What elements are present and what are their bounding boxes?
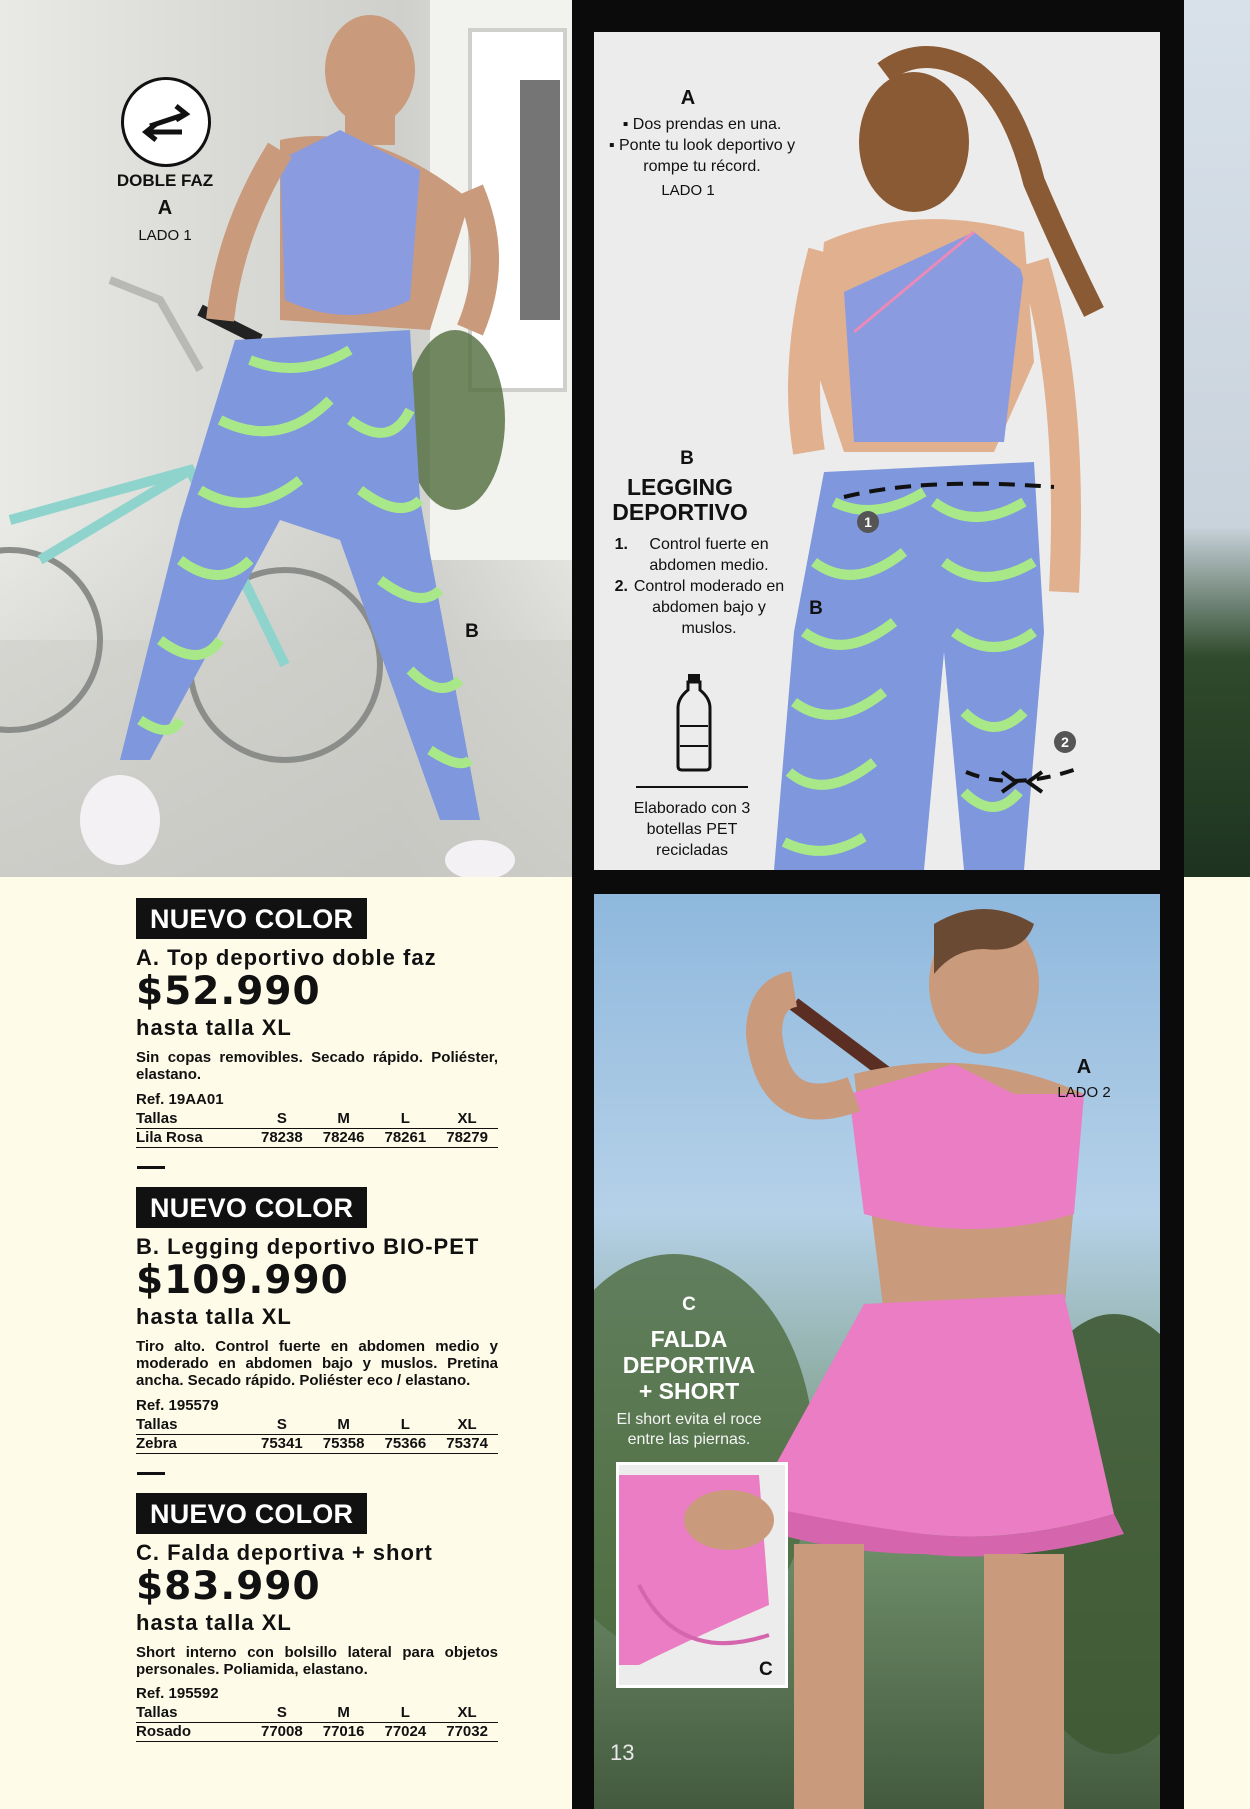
- code-s: 78238: [251, 1129, 313, 1148]
- product-b-badge: NUEVO COLOR: [136, 1187, 367, 1228]
- back-bullet-2: ▪ Ponte tu look deportivo y rompe tu récord.: [608, 137, 796, 175]
- color-name: Lila Rosa: [136, 1129, 251, 1148]
- legging-title-line1: LEGGING: [626, 474, 734, 500]
- bottle-glyph: [674, 672, 714, 772]
- code-s: 75341: [251, 1435, 313, 1454]
- legging-feature-1: [606, 534, 786, 576]
- bottle-icon: [674, 672, 714, 772]
- back-bullet-2-text: Ponte tu look deportivo y rompe tu récord.: [619, 137, 796, 175]
- product-c-description: Short interno con bolsillo lateral para objetos personales. Poliamida, elastano.: [136, 1644, 498, 1678]
- falda-title-line1: FALDA: [650, 1326, 728, 1352]
- photo-back-view: [594, 32, 1160, 870]
- code-xl: 77032: [436, 1723, 498, 1742]
- photo-woman-bike: [0, 0, 572, 877]
- size-header-l: L: [374, 1416, 436, 1435]
- page-number: 13: [610, 1740, 635, 1765]
- product-b-description: Tiro alto. Control fuerte en abdomen medio y moderado en abdomen bajo y muslos. Pretina ancha. Secado rápido. Poliéster eco / elastano.: [136, 1338, 498, 1389]
- size-header-m: M: [313, 1416, 375, 1435]
- marker-1-label: 1: [864, 514, 872, 530]
- back-letter-b-side: B: [809, 598, 823, 619]
- size-header-m: M: [313, 1704, 375, 1723]
- bottle-text: Elaborado con 3 botellas PET recicladas: [633, 800, 751, 859]
- feature-1-text: Control fuerte en abdomen medio.: [649, 536, 769, 574]
- product-a-description: Sin copas removibles. Secado rápido. Poliéster, elastano.: [136, 1049, 498, 1083]
- size-header-xl: XL: [436, 1416, 498, 1435]
- falda-title-line3: + SHORT: [638, 1378, 740, 1404]
- back-lado: LADO 1: [661, 182, 715, 199]
- product-c-badge: NUEVO COLOR: [136, 1493, 367, 1534]
- size-header-label: Tallas: [136, 1704, 251, 1723]
- marker-2-label: 2: [1061, 734, 1069, 750]
- size-header-s: S: [251, 1110, 313, 1129]
- inset-letter-c: C: [759, 1659, 773, 1680]
- product-c-price: $83.990: [136, 1564, 321, 1609]
- size-header-xl: XL: [436, 1704, 498, 1723]
- product-c-size-table: [136, 1704, 498, 1742]
- legging-title-line2: DEPORTIVO: [612, 499, 748, 525]
- falda-title-line2: DEPORTIVA: [622, 1352, 756, 1378]
- swap-arrows-glyph: [124, 80, 208, 164]
- feature-2-num: 2.: [614, 578, 628, 595]
- photo-a-lado: LADO 1: [138, 227, 192, 244]
- back-letter-b: B: [680, 448, 694, 469]
- product-a-price: $52.990: [136, 969, 321, 1014]
- code-l: 77024: [374, 1723, 436, 1742]
- divider: [137, 1166, 165, 1169]
- legging-features: [606, 534, 786, 639]
- size-table-row: [136, 1129, 498, 1148]
- back-bullet-1: ▪ Dos prendas en una.: [622, 116, 782, 133]
- size-header-l: L: [374, 1704, 436, 1723]
- feature-1-num: 1.: [614, 536, 628, 553]
- product-b-ref: Ref. 195579: [136, 1397, 219, 1414]
- product-c-size-range: hasta talla XL: [136, 1610, 292, 1635]
- product-a-title: A. Top deportivo doble faz: [136, 945, 437, 970]
- marker-1: [857, 511, 879, 533]
- product-b-size-table: [136, 1416, 498, 1454]
- legging-title: [600, 475, 760, 525]
- legging-feature-2: [606, 576, 786, 639]
- product-c-ref: Ref. 195592: [136, 1685, 219, 1702]
- photo-pink-skirt: [594, 894, 1160, 1809]
- photo-a-letter-b: B: [465, 621, 479, 642]
- size-header-l: L: [374, 1110, 436, 1129]
- photo-illustration: [0, 0, 572, 877]
- color-name: Rosado: [136, 1723, 251, 1742]
- size-header-s: S: [251, 1704, 313, 1723]
- product-b-title: B. Legging deportivo BIO-PET: [136, 1234, 480, 1259]
- code-xl: 78279: [436, 1129, 498, 1148]
- product-a-size-range: hasta talla XL: [136, 1015, 292, 1040]
- falda-title: [596, 1326, 782, 1404]
- size-header-xl: XL: [436, 1110, 498, 1129]
- product-a-ref: Ref. 19AA01: [136, 1091, 224, 1108]
- size-table-row: [136, 1435, 498, 1454]
- product-b-price: $109.990: [136, 1258, 349, 1303]
- size-header-m: M: [313, 1110, 375, 1129]
- swap-arrows-icon: [121, 77, 211, 167]
- product-a-size-table: [136, 1110, 498, 1148]
- size-header-label: Tallas: [136, 1110, 251, 1129]
- back-bullet-1-text: Dos prendas en una.: [632, 116, 782, 133]
- size-table-header: [136, 1110, 498, 1129]
- code-l: 75366: [374, 1435, 436, 1454]
- code-l: 78261: [374, 1129, 436, 1148]
- inset-illustration: [619, 1465, 785, 1685]
- size-header-label: Tallas: [136, 1416, 251, 1435]
- size-table-row: [136, 1723, 498, 1742]
- c-lado: LADO 2: [1057, 1084, 1111, 1101]
- falda-subtitle: El short evita el roce entre las piernas.: [616, 1411, 762, 1448]
- marker-2: [1054, 731, 1076, 753]
- doble-faz-label: DOBLE FAZ: [116, 171, 214, 190]
- size-header-s: S: [251, 1416, 313, 1435]
- divider: [137, 1472, 165, 1475]
- c-letter-a: A: [1076, 1056, 1092, 1078]
- code-m: 78246: [313, 1129, 375, 1148]
- product-c-title: C. Falda deportiva + short: [136, 1540, 433, 1565]
- background-strip: [1184, 0, 1250, 877]
- inset-short-photo: [616, 1462, 788, 1688]
- code-s: 77008: [251, 1723, 313, 1742]
- back-bullet-list: [602, 114, 802, 177]
- product-b-size-range: hasta talla XL: [136, 1304, 292, 1329]
- color-name: Zebra: [136, 1435, 251, 1454]
- code-m: 75358: [313, 1435, 375, 1454]
- back-letter-a: A: [680, 87, 696, 109]
- code-m: 77016: [313, 1723, 375, 1742]
- code-xl: 75374: [436, 1435, 498, 1454]
- feature-2-text: Control moderado en abdomen bajo y muslos.: [633, 578, 785, 637]
- size-table-header: [136, 1416, 498, 1435]
- size-table-header: [136, 1704, 498, 1723]
- photo-a-letter: A: [157, 197, 173, 219]
- product-a-badge: NUEVO COLOR: [136, 898, 367, 939]
- c-letter-c: C: [682, 1294, 696, 1315]
